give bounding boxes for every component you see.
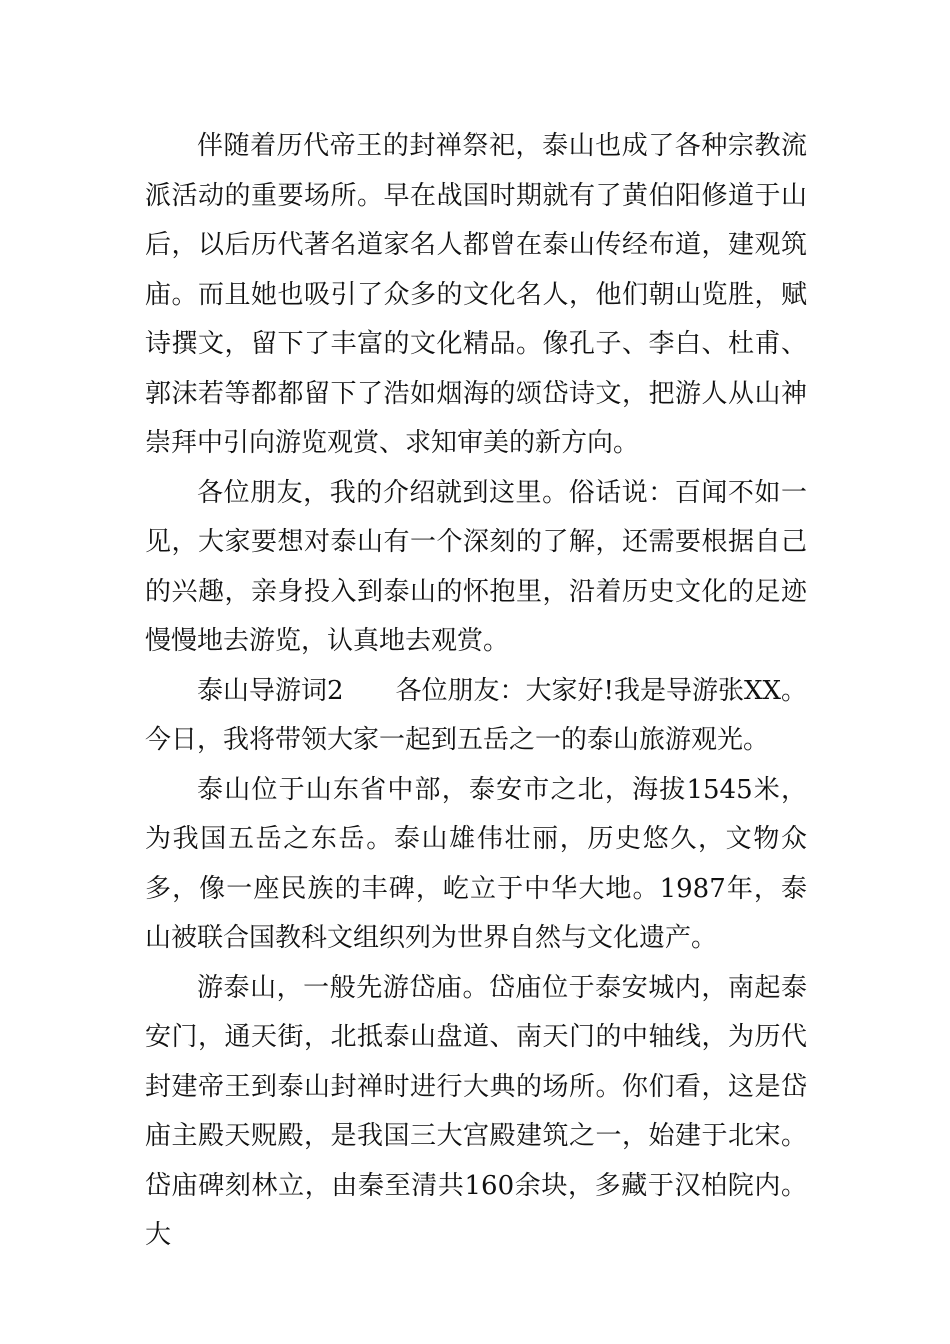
paragraph-guide-intro: 泰山导游词2 各位朋友：大家好!我是导游张XX。今日，我将带领大家一起到五岳之一的泰山旅游观光。 <box>145 675 808 755</box>
paragraph-location: 泰山位于山东省中部，泰安市之北，海拔1545米，为我国五岳之东岳。泰山雄伟壮丽，历史悠久，文物众多，像一座民族的丰碑，屹立于中华大地。1987年，泰山被联合国教科文组织列为世界自然与文化遗产。 <box>145 774 807 953</box>
paragraph-closing: 各位朋友，我的介绍就到这里。俗话说：百闻不如一见，大家要想对泰山有一个深刻的了解，还需要根据自己的兴趣，亲身投入到泰山的怀抱里，沿着历史文化的足迹慢慢地去游览，认真地去观赏。 <box>145 477 807 656</box>
document-page <box>145 122 807 1261</box>
paragraph-dai-temple: 游泰山，一般先游岱庙。岱庙位于泰安城内，南起泰安门，通天街，北抵泰山盘道、南天门的中轴线，为历代封建帝王到泰山封禅时进行大典的场所。你们看，这是岱庙主殿天贶殿，是我国三大宫殿建筑之一，始建于北宋。岱庙碑刻林立，由秦至清共160余块，多藏于汉柏院内。大 <box>145 972 807 1250</box>
paragraph-religion: 伴随着历代帝王的封禅祭祀，泰山也成了各种宗教流派活动的重要场所。早在战国时期就有了黄伯阳修道于山后，以后历代著名道家名人都曾在泰山传经布道，建观筑庙。而且她也吸引了众多的文化名人，他们朝山览胜，赋诗撰文，留下了丰富的文化精品。像孔子、李白、杜甫、郭沫若等都都留下了浩如烟海的颂岱诗文，把游人从山神崇拜中引向游览观赏、求知审美的新方向。 <box>145 131 807 458</box>
